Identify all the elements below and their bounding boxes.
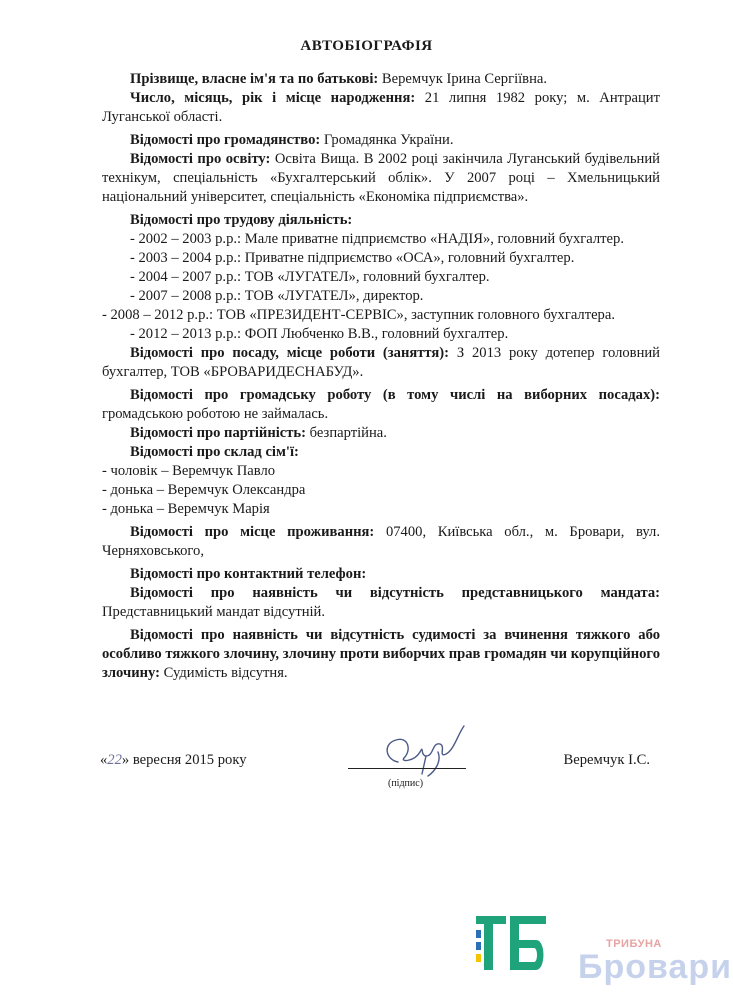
family-item: - донька – Веремчук Марія: [102, 501, 270, 517]
public-work-label: Відомості про громадську роботу (в тому числі на виборних посадах):: [130, 387, 660, 403]
signature-row: [100, 752, 660, 812]
signer-name: Веремчук І.С.: [563, 752, 650, 768]
conviction-label: Відомості про наявність чи відсутність судимості за вчинення тяжкого або особливо тяжкого злочину, злочину проти виборчих прав громадян чи корупційного злочину:: [102, 627, 660, 681]
tribuna-logo-icon: [476, 916, 548, 972]
mandate-value: Представницький мандат відсутній.: [102, 604, 326, 620]
work-item: - 2008 – 2012 р.р.: ТОВ «ПРЕЗИДЕНТ-СЕРВІС», заступник головного бухгалтера.: [102, 307, 615, 323]
citizenship-line: [102, 131, 660, 150]
work-item: - 2007 – 2008 р.р.: ТОВ «ЛУГАТЕЛ», директор.: [130, 288, 424, 304]
conviction-line: [102, 626, 660, 683]
mandate-line: [102, 584, 660, 622]
birth-line: [102, 89, 660, 127]
family-label: Відомості про склад сім'ї:: [130, 444, 299, 460]
party-line: [102, 424, 660, 443]
residence-value: 07400, Київська обл., м. Бровари, вул. Черняховського,: [102, 524, 660, 559]
signature-caption: (підпис): [388, 778, 424, 789]
work-item: - 2004 – 2007 р.р.: ТОВ «ЛУГАТЕЛ», головний бухгалтер.: [130, 269, 490, 285]
document-body: [102, 70, 660, 683]
conviction-value: Судимість відсутня.: [159, 665, 288, 681]
residence-line: [102, 523, 660, 561]
public-work-line: [102, 386, 660, 424]
watermark-big-text: Бровари: [578, 948, 733, 986]
name-line: [102, 70, 660, 89]
position-line: [102, 344, 660, 382]
birth-label: Число, місяць, рік і місце народження:: [130, 90, 416, 106]
signature-line: [348, 768, 466, 769]
phone-label: Відомості про контактний телефон:: [130, 566, 367, 582]
family-heading: [102, 443, 660, 462]
citizenship-label: Відомості про громадянство:: [130, 132, 321, 148]
party-value: безпартійна.: [306, 425, 387, 441]
document-title: АВТОБІОГРАФІЯ: [300, 38, 433, 54]
phone-line: [102, 565, 660, 584]
work-heading: [102, 211, 660, 230]
education-line: [102, 150, 660, 207]
work-item: - 2012 – 2013 р.р.: ФОП Любченко В.В., головний бухгалтер.: [130, 326, 509, 342]
work-item: - 2002 – 2003 р.р.: Мале приватне підприємство «НАДІЯ», головний бухгалтер.: [130, 231, 624, 247]
party-label: Відомості про партійність:: [130, 425, 307, 441]
work-item: - 2003 – 2004 р.р.: Приватне підприємство «ОСА», головний бухгалтер.: [130, 250, 575, 266]
public-work-value: громадською роботою не займалась.: [102, 406, 329, 422]
date-day: 22: [107, 752, 122, 768]
signature-date: «22» вересня 2015 року: [100, 752, 247, 768]
residence-label: Відомості про місце проживання:: [130, 524, 375, 540]
name-value: Веремчук Ірина Сергіївна.: [378, 71, 548, 87]
work-label: Відомості про трудову діяльність:: [130, 212, 353, 228]
birth-value: 21 липня 1982 року; м. Антрацит Луганської області.: [102, 90, 660, 125]
watermark-small-text: ТРИБУНА: [606, 938, 662, 950]
education-label: Відомості про освіту:: [130, 151, 271, 167]
education-value: Освіта Вища. В 2002 році закінчила Луганський будівельний технікум, спеціальність «Бухгалтерський облік». У 2007 році – Хмельницький національний університет, спеціальність «Економіка підприємства».: [102, 151, 660, 205]
family-item: - чоловік – Веремчук Павло: [102, 463, 276, 479]
name-label: Прізвище, власне ім'я та по батькові:: [130, 71, 379, 87]
position-value: З 2013 року дотепер головний бухгалтер, ТОВ «БРОВАРИДЕСНАБУД».: [102, 345, 660, 380]
family-item: - донька – Веремчук Олександра: [102, 482, 306, 498]
citizenship-value: Громадянка України.: [320, 132, 454, 148]
position-label: Відомості про посаду, місце роботи (заняття):: [130, 345, 450, 361]
mandate-label: Відомості про наявність чи відсутність представницького мандата:: [130, 585, 660, 601]
handwritten-signature-icon: [368, 722, 478, 782]
